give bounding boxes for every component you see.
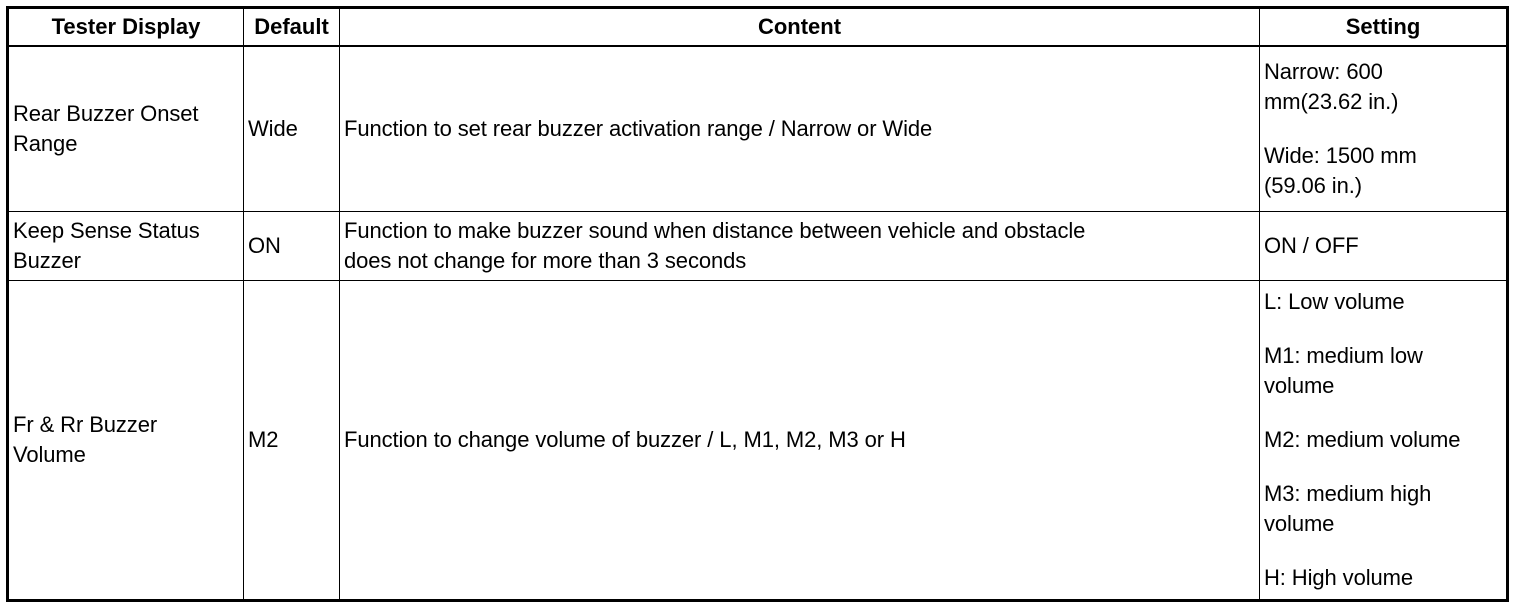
setting-option-line: L: Low volume <box>1264 289 1405 314</box>
setting-option <box>1264 231 1502 261</box>
default-cell: M2 <box>244 281 340 601</box>
setting-cell <box>1260 46 1508 212</box>
header-content: Content <box>340 8 1260 47</box>
setting-option <box>1264 479 1502 539</box>
setting-option-line: M1: medium low <box>1264 343 1423 368</box>
header-default: Default <box>244 8 340 47</box>
setting-option-line: H: High volume <box>1264 565 1413 590</box>
table-row <box>8 46 1508 212</box>
setting-option <box>1264 425 1502 455</box>
setting-option <box>1264 57 1502 117</box>
content-line: Function to make buzzer sound when distance between vehicle and obstacle <box>344 218 1086 243</box>
setting-option-line: Narrow: 600 <box>1264 59 1383 84</box>
settings-table <box>6 6 1509 602</box>
tester-display-line: Fr & Rr Buzzer <box>13 412 158 437</box>
tester-display-line: Range <box>13 131 78 156</box>
tester-display-line: Rear Buzzer Onset <box>13 101 199 126</box>
setting-option-line: volume <box>1264 373 1335 398</box>
setting-option <box>1264 563 1502 593</box>
content-line: Function to set rear buzzer activation range / Narrow or Wide <box>344 116 933 141</box>
setting-option <box>1264 141 1502 201</box>
content-cell <box>340 281 1260 601</box>
header-setting: Setting <box>1260 8 1508 47</box>
tester-display-line: Keep Sense Status <box>13 218 200 243</box>
default-cell: Wide <box>244 46 340 212</box>
setting-option-line: Wide: 1500 mm <box>1264 143 1417 168</box>
content-line: does not change for more than 3 seconds <box>344 248 747 273</box>
setting-cell <box>1260 281 1508 601</box>
setting-option <box>1264 341 1502 401</box>
tester-display-line: Volume <box>13 442 86 467</box>
table-row <box>8 212 1508 281</box>
table-body <box>8 46 1508 601</box>
default-cell: ON <box>244 212 340 281</box>
tester-display-cell <box>8 212 244 281</box>
setting-option-line: (59.06 in.) <box>1264 173 1362 198</box>
header-tester-display: Tester Display <box>8 8 244 47</box>
setting-option <box>1264 287 1502 317</box>
setting-option-line: mm(23.62 in.) <box>1264 89 1399 114</box>
content-line: Function to change volume of buzzer / L, M1, M2, M3 or H <box>344 427 906 452</box>
content-cell <box>340 46 1260 212</box>
header-row <box>8 8 1508 47</box>
tester-display-cell <box>8 281 244 601</box>
table-row <box>8 281 1508 601</box>
setting-option-line: ON / OFF <box>1264 233 1359 258</box>
setting-option-line: M3: medium high <box>1264 481 1432 506</box>
tester-display-line: Buzzer <box>13 248 81 273</box>
table-header <box>8 8 1508 47</box>
setting-option-line: volume <box>1264 511 1335 536</box>
tester-display-cell <box>8 46 244 212</box>
setting-cell <box>1260 212 1508 281</box>
content-cell <box>340 212 1260 281</box>
setting-option-line: M2: medium volume <box>1264 427 1461 452</box>
